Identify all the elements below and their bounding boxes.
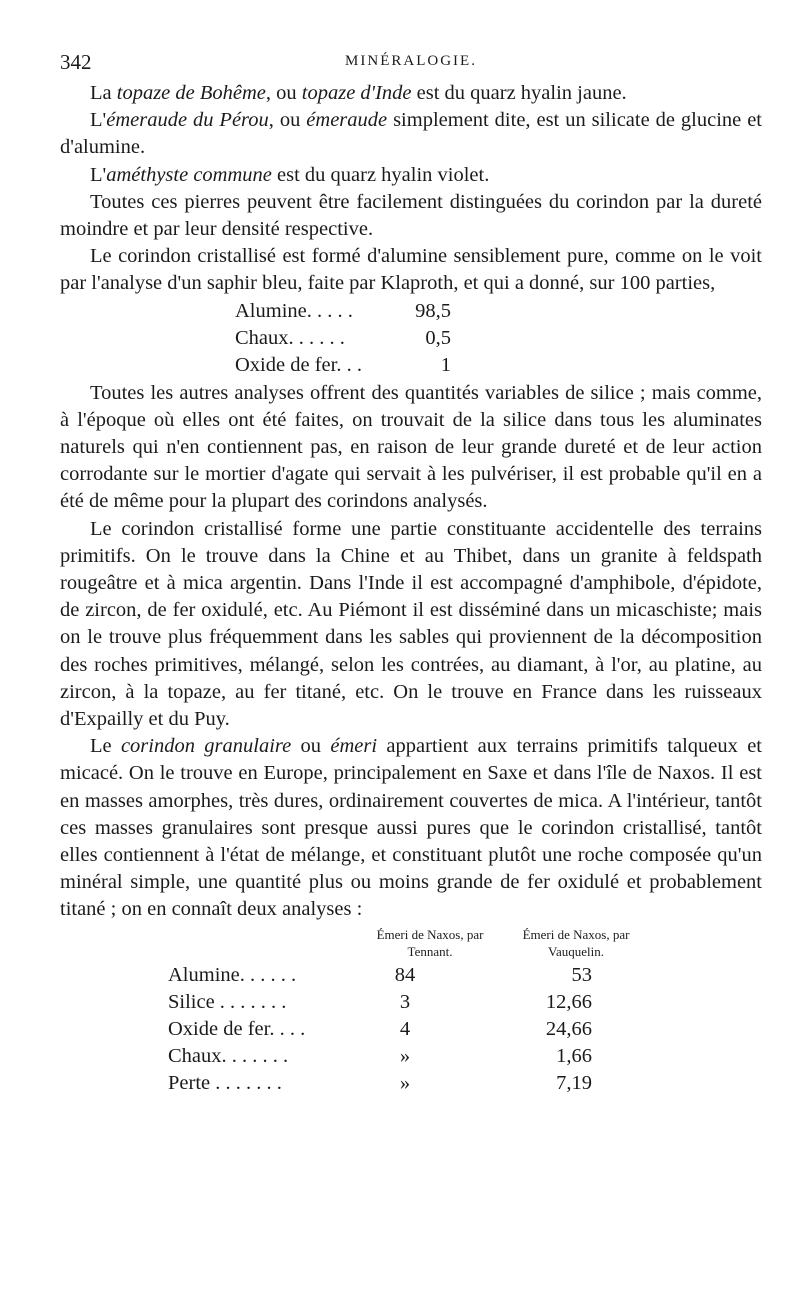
value-vauquelin: 53 xyxy=(571,963,592,986)
italic-term: topaze d'Inde xyxy=(301,82,412,104)
column-header-vauquelin: Émeri de Naxos, par Vauquelin. xyxy=(522,926,630,959)
value-vauquelin: 12,66 xyxy=(545,990,592,1013)
text-run: est du quarz hyalin jaune. xyxy=(411,82,627,104)
table-row xyxy=(235,327,535,354)
component-label: Chaux. . . . . . . xyxy=(168,1044,289,1067)
table-row xyxy=(235,300,535,327)
value-tennant: 84 xyxy=(394,963,416,986)
component-label: Perte . . . . . . . xyxy=(168,1071,282,1094)
paragraph-corindon-cristallise: Le corindon cristallisé est formé d'alumine sensiblement pure, comme on le voit par l'analyse d'un saphir bleu, faite par Klaproth, et qui a donné, sur 100 parties, xyxy=(60,245,762,295)
text-run: , ou xyxy=(268,109,307,132)
paragraph-emeraude xyxy=(60,107,762,161)
paragraph-gisement: Le corindon cristallisé forme une partie constituante accidentelle des terrains primitifs. On le trouve dans la Chine et au Thibet, dans un granite à feldspath rougeâtre et à mica argentin. Dans l'Inde il est accompagné d'amphibole, d'épidote, de zircon, de fer oxidulé, etc. Au Piémont il est disséminé dans un micaschiste; mais on le trouve plus fréquemment dans les sables qui proviennent de la décomposition des roches primitives, mélangé, selon les contrées, au diamant, à l'or, au platine, au zircon, à la topaze, au fer titané, etc. On le trouve en France dans les ruisseaux d'Expailly et du Puy. xyxy=(60,517,762,731)
component-value: 98,5 xyxy=(415,299,451,322)
page-header xyxy=(60,50,762,80)
text-run: , ou xyxy=(265,82,302,104)
italic-term: émeraude xyxy=(306,109,388,132)
text-run: L' xyxy=(90,163,107,186)
text-run: Le xyxy=(90,735,121,758)
table-row xyxy=(168,1018,768,1045)
value-tennant: » xyxy=(399,1071,411,1094)
component-label: Silice . . . . . . . xyxy=(168,990,287,1013)
italic-term: émeraude du Pérou xyxy=(106,109,269,132)
text-run: La xyxy=(90,82,117,104)
italic-term: corindon granulaire xyxy=(120,735,292,758)
running-title: MINÉRALOGIE. xyxy=(345,53,477,69)
emeri-analysis-table xyxy=(60,924,762,1099)
table-row xyxy=(168,991,768,1018)
text-run: appartient aux terrains primitifs talqueux et micacé. On le trouve en Europe, principalement en Saxe et dans l'île de Naxos. Il est en masses amorphes, très dures, ordinairement couvertes de mica. A l'intérieur, tantôt ces masses granulaires sont presque aussi pures que le corindon cristallisé, tantôt elles contiennent à l'état de mélange, et constituant plutôt une roche composée qu'un minéral simple, une quantité plus ou moins grande de fer oxidulé et probablement titané ; on en connaît deux analyses : xyxy=(60,735,762,921)
value-vauquelin: 1,66 xyxy=(556,1044,592,1067)
table-row xyxy=(168,1072,768,1099)
text-run: ou xyxy=(291,735,331,758)
component-label: Chaux. . . . . . xyxy=(235,326,345,349)
page-body xyxy=(60,80,762,1099)
value-vauquelin: 7,19 xyxy=(556,1071,592,1094)
component-label: Alumine. . . . . . xyxy=(168,963,297,986)
paragraph-autres-analyses: Toutes les autres analyses offrent des quantités variables de silice ; mais comme, à l'époque où elles ont été faites, on trouvait de la silice dans tous les aluminates naturels qui n'en contiennent pas, en raison de leur grande dureté et de leur action corrodante sur le mortier d'agate qui servait à les pulvériser, il est probable qu'il en a été de même pour la plupart des corindons analysés. xyxy=(60,381,762,513)
table-row xyxy=(235,354,535,381)
table-row xyxy=(168,1045,768,1072)
paragraph-amethyste xyxy=(60,162,762,189)
italic-term: améthyste commune xyxy=(106,163,272,186)
column-header-tennant: Émeri de Naxos, par Tennant. xyxy=(376,926,484,959)
paragraph-emeri xyxy=(60,733,762,923)
component-label: Oxide de fer. . . . xyxy=(168,1017,306,1040)
saphir-analysis-table xyxy=(60,298,762,380)
paragraph-topaze xyxy=(60,80,762,107)
value-tennant: » xyxy=(399,1044,411,1067)
italic-term: émeri xyxy=(330,735,378,758)
value-tennant: 4 xyxy=(399,1017,411,1040)
value-tennant: 3 xyxy=(399,990,411,1013)
text-run: simplement dite, est un silicate de glucine et d'alumine. xyxy=(60,109,763,159)
italic-term: topaze de Bohême xyxy=(116,82,266,104)
component-value: 1 xyxy=(440,353,451,376)
table-row xyxy=(168,964,768,991)
component-label: Alumine. . . . . xyxy=(235,299,353,322)
text-run: L' xyxy=(90,109,107,132)
page-number: 342 xyxy=(60,50,92,74)
text-run: est du quarz hyalin violet. xyxy=(271,163,490,186)
paragraph-distinction: Toutes ces pierres peuvent être facilement distinguées du corindon par la dureté moindre et par leur densité respective. xyxy=(60,190,762,241)
value-vauquelin: 24,66 xyxy=(545,1017,592,1040)
component-value: 0,5 xyxy=(425,326,451,349)
component-label: Oxide de fer. . . xyxy=(235,353,362,376)
